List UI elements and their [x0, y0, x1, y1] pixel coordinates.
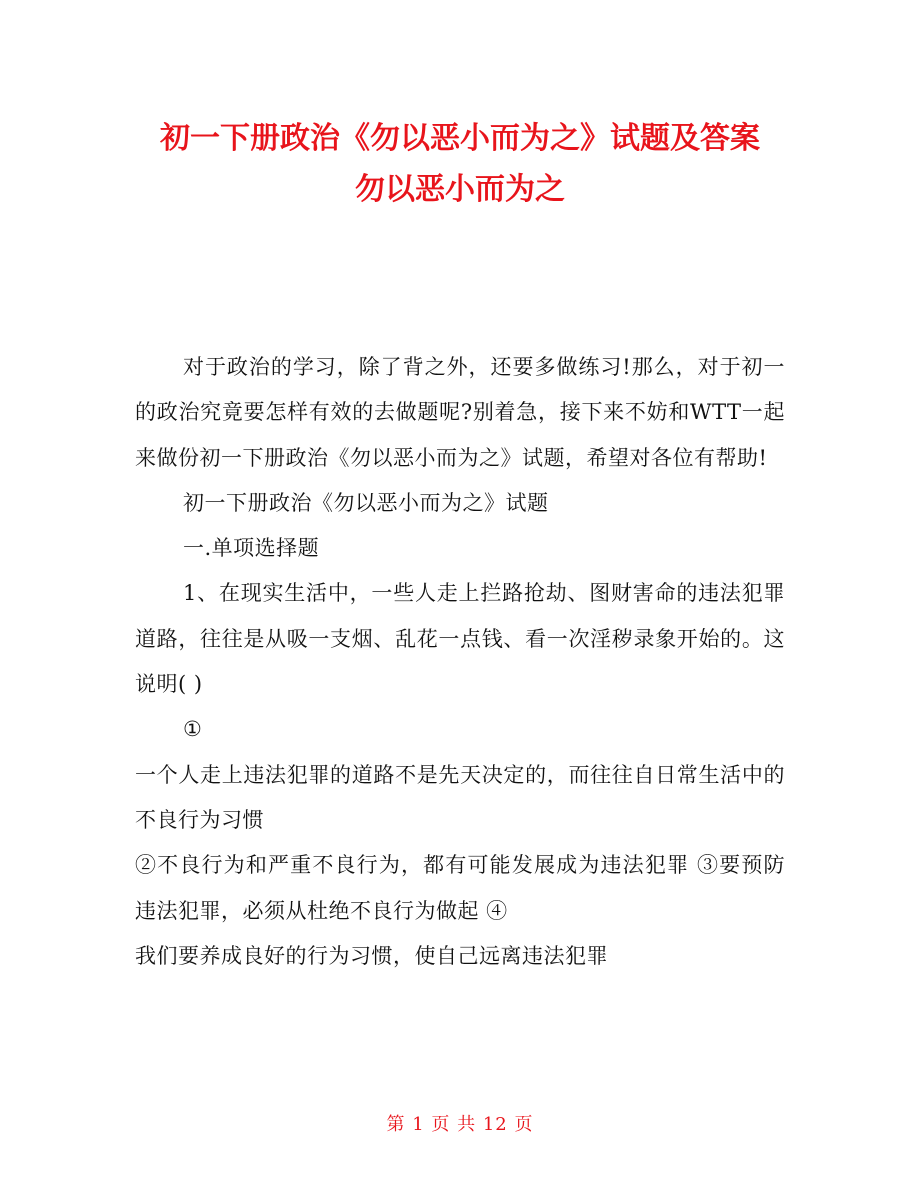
- option-1-text: 一个人走上违法犯罪的道路不是先天决定的，而往往自日常生活中的不良行为习惯: [135, 762, 785, 832]
- option-2-3-text: ②不良行为和严重不良行为，都有可能发展成为违法犯罪 ③要预防违法犯罪，必须从杜绝不良行为做起 ④: [135, 853, 785, 923]
- question-1: 1、在现实生活中，一些人走上拦路抢劫、图财害命的违法犯罪道路，往往是从吸一支烟、乱花一点钱、看一次淫秽录象开始的。这说明( ): [135, 581, 785, 697]
- section-heading: 初一下册政治《勿以恶小而为之》试题: [183, 490, 549, 515]
- question-type-heading: 一.单项选择题: [183, 536, 320, 561]
- document-body: [135, 345, 785, 979]
- option-marker-1: ①: [183, 717, 203, 742]
- document-title-line2: 勿以恶小而为之: [355, 172, 565, 207]
- document-title-line1: 初一下册政治《勿以恶小而为之》试题及答案: [160, 121, 760, 156]
- option-4-text: 我们要养成良好的行为习惯，使自己远离违法犯罪: [135, 943, 608, 968]
- intro-paragraph: 对于政治的学习，除了背之外，还要多做练习!那么，对于初一的政治究竟要怎样有效的去做题呢?别着急，接下来不妨和WTT一起来做份初一下册政治《勿以恶小而为之》试题，希望对各位有帮助!: [135, 355, 785, 470]
- page-footer: 第 1 页 共 12 页: [386, 1114, 534, 1135]
